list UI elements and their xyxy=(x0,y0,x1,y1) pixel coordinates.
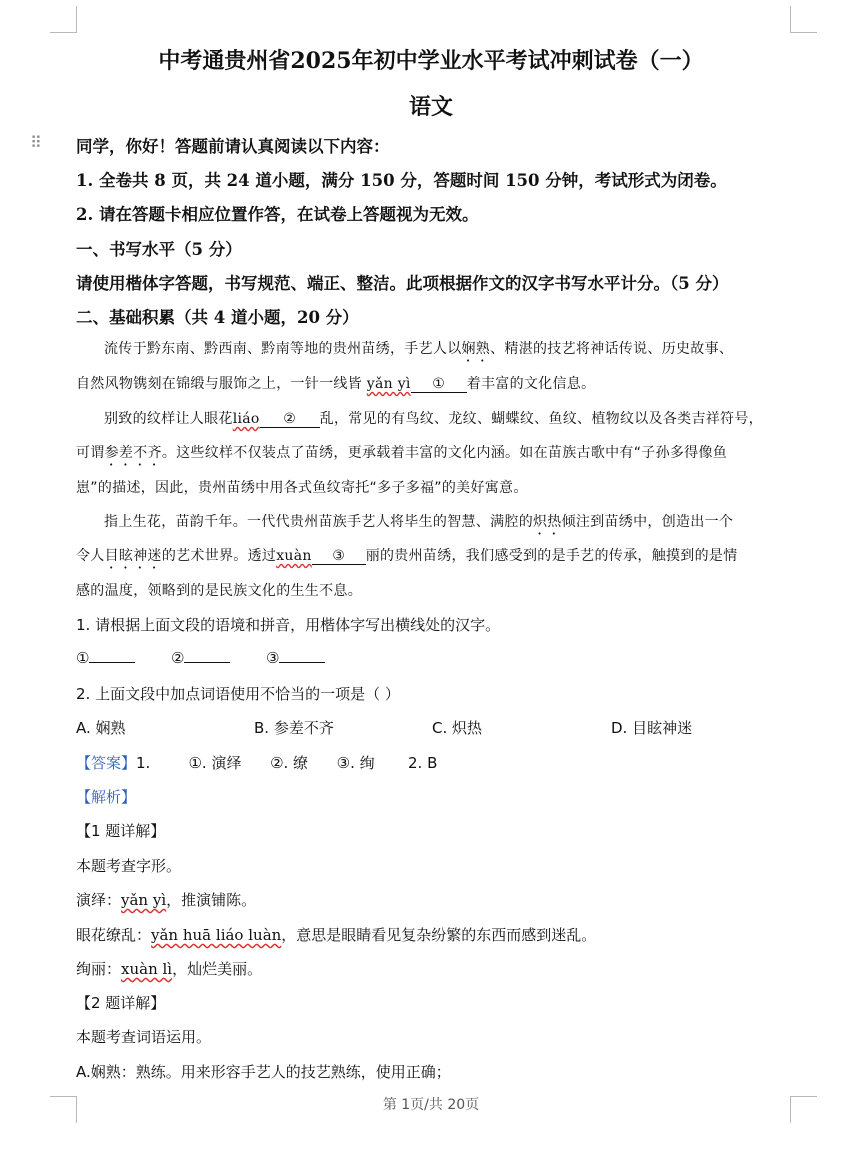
instructions-greeting: 同学，你好！答题前请认真阅读以下内容： xyxy=(76,137,390,156)
passage-text: 、精湛的技艺将神话传说、历史故事、 xyxy=(490,341,734,357)
passage-text: 着丰富的文化信息。 xyxy=(466,376,596,392)
passage-line xyxy=(76,545,738,572)
blank-label: ② xyxy=(171,649,185,667)
crop-mark-top-right xyxy=(790,6,817,33)
passage-text: 自然风物镌刻在锦缎与服饰之上，一针一线皆 xyxy=(76,376,362,392)
pinyin: yǎn huā liáo luàn xyxy=(151,926,282,944)
explanation-text: ，灿烂美丽。 xyxy=(172,960,263,978)
explanation-option-a: A.娴熟：熟练。用来形容手艺人的技艺熟练，使用正确； xyxy=(76,1063,451,1081)
section2-heading: 二、基础积累（共 4 道小题，20 分） xyxy=(76,308,359,327)
explanation-text: ，意思是眼睛看见复杂纷繁的东西而感到迷乱。 xyxy=(281,926,597,944)
fill-blank: ② xyxy=(260,411,320,428)
pinyin: yǎn yì xyxy=(121,891,167,909)
subject-title: 语文 xyxy=(408,94,453,120)
passage-text: 可谓 xyxy=(76,445,105,461)
passage-text: 令人 xyxy=(76,548,105,564)
blank-label: ① xyxy=(76,649,90,667)
section1-text: 请使用楷体字答题，书写规范、端正、整洁。此项根据作文的汉字书写水平计分。（5 分） xyxy=(76,274,729,293)
explanation-3 xyxy=(76,958,262,979)
passage-text: 别致的纹样让人眼花 xyxy=(104,411,233,427)
pinyin: xuàn xyxy=(276,548,312,564)
option-c: C. 炽热 xyxy=(432,719,483,737)
passage-line xyxy=(76,373,595,393)
dotted-word: 娴熟 xyxy=(461,341,491,357)
pinyin: liáo xyxy=(232,411,260,427)
passage-text: 丽的贵州苗绣，我们感受到的是手艺的传承，触摸到的是情 xyxy=(365,548,738,564)
option-d: D. 目眩神迷 xyxy=(611,719,693,737)
explained-word: 绚丽： xyxy=(76,960,122,978)
pinyin: yǎn yì xyxy=(366,376,411,392)
passage-line xyxy=(104,338,733,365)
answer-label: 【答案】 xyxy=(76,754,137,772)
exam-title: 中考通贵州省2025年初中学业水平考试冲刺试卷（一） xyxy=(158,48,704,74)
answer-blank[interactable] xyxy=(279,662,325,663)
analysis-label: 【解析】 xyxy=(76,788,137,806)
passage-text: 的艺术世界。透过 xyxy=(161,548,277,564)
section1-heading: 一、书写水平（5 分） xyxy=(76,240,242,259)
drag-handle-icon[interactable]: ⠿ xyxy=(30,133,41,152)
question-1: 1. 请根据上面文段的语境和拼音，用楷体字写出横线处的汉字。 xyxy=(76,616,501,634)
crop-mark-top-left xyxy=(50,6,77,33)
pinyin: xuàn lì xyxy=(121,960,173,978)
passage-line xyxy=(76,442,727,469)
explained-word: 眼花缭乱： xyxy=(76,926,152,944)
answer-line xyxy=(76,752,437,773)
passage-line xyxy=(104,511,733,538)
fill-blank: ① xyxy=(411,376,467,393)
detail-text-1: 本题考查字形。 xyxy=(76,857,182,875)
passage-text: 指上生花，苗韵千年。一代代贵州苗族手艺人将毕生的智慧、满腔的 xyxy=(104,514,533,530)
passage-text: 乱，常见的有鸟纹、龙纹、蝴蝶纹、鱼纹、植物纹以及各类吉祥符号， xyxy=(319,411,763,427)
detail-heading-2: 【2 题详解】 xyxy=(76,994,166,1012)
dotted-word: 炽热 xyxy=(533,514,562,530)
question-1-blanks xyxy=(76,649,325,667)
dotted-word: 参差不齐 xyxy=(104,445,162,461)
explained-word: 演绎： xyxy=(76,891,122,909)
passage-line: 崽”的描述，因此，贵州苗绣中用各式鱼纹寄托“多子多福”的美好寓意。 xyxy=(76,480,528,496)
answer-blank[interactable] xyxy=(89,662,135,663)
detail-heading-1: 【1 题详解】 xyxy=(76,822,166,840)
option-a: A. 娴熟 xyxy=(76,719,126,737)
explanation-2 xyxy=(76,924,596,945)
passage-line: 感的温度，领略到的是民族文化的生生不息。 xyxy=(76,583,362,599)
page-number: 第 1页/共 20页 xyxy=(382,1097,480,1113)
passage-text: 。这些纹样不仅装点了苗绣，更承载着丰富的文化内涵。如在苗族古歌中有“子孙多得像鱼 xyxy=(161,445,728,461)
passage-line xyxy=(104,408,763,428)
blank-label: ③ xyxy=(266,649,280,667)
dotted-word: 目眩神迷 xyxy=(104,548,162,564)
detail-text-2: 本题考查词语运用。 xyxy=(76,1028,212,1046)
passage-text: 倾注到苗绣中，创造出一个 xyxy=(561,514,734,530)
option-b: B. 参差不齐 xyxy=(254,719,334,737)
explanation-text: ，推演铺陈。 xyxy=(166,891,257,909)
instruction-item-2: 2. 请在答题卡相应位置作答，在试卷上答题视为无效。 xyxy=(76,205,479,224)
question-2: 2. 上面文段中加点词语使用不恰当的一项是（ ） xyxy=(76,685,400,703)
answer-text: 1. ①. 演绎 ②. 缭 ③. 绚 2. B xyxy=(136,754,438,772)
explanation-1 xyxy=(76,889,256,910)
fill-blank: ③ xyxy=(312,548,366,565)
instruction-item-1: 1. 全卷共 8 页，共 24 道小题，满分 150 分，答题时间 150 分钟，考试形式为闭卷。 xyxy=(76,171,727,190)
answer-blank[interactable] xyxy=(184,662,230,663)
passage-text: 流传于黔东南、黔西南、黔南等地的贵州苗绣，手艺人以 xyxy=(104,341,462,357)
